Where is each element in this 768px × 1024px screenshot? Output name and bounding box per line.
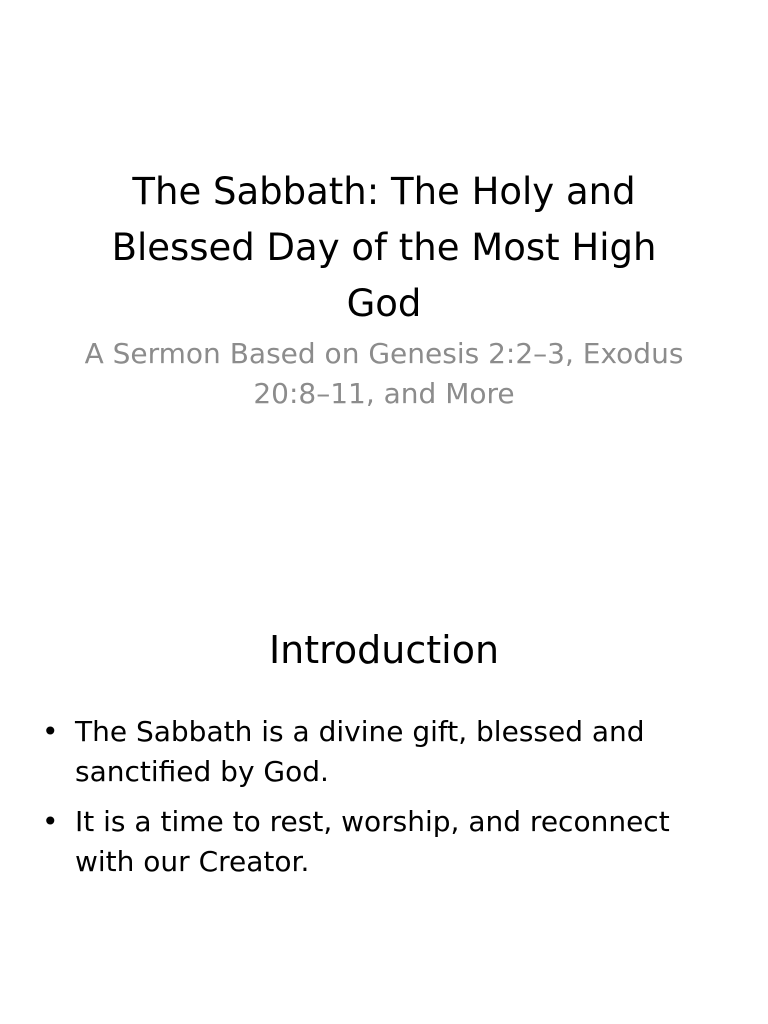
- bullet-text: It is a time to rest, worship, and reconnect with our Creator.: [75, 805, 670, 878]
- bullet-item: [38, 712, 698, 792]
- slide-subtitle: A Sermon Based on Genesis 2:2–3, Exodus 20:8–11, and More: [84, 337, 684, 410]
- bullet-icon: •: [42, 715, 59, 748]
- bullet-text: The Sabbath is a divine gift, blessed and sanctified by God.: [75, 715, 645, 788]
- introduction-slide: [0, 512, 768, 1024]
- bullet-list: [38, 712, 698, 892]
- bullet-item: [38, 802, 698, 882]
- slide-title: The Sabbath: The Holy and Blessed Day of the Most High God: [111, 170, 657, 325]
- bullet-icon: •: [42, 805, 59, 838]
- section-title: Introduction: [268, 628, 500, 672]
